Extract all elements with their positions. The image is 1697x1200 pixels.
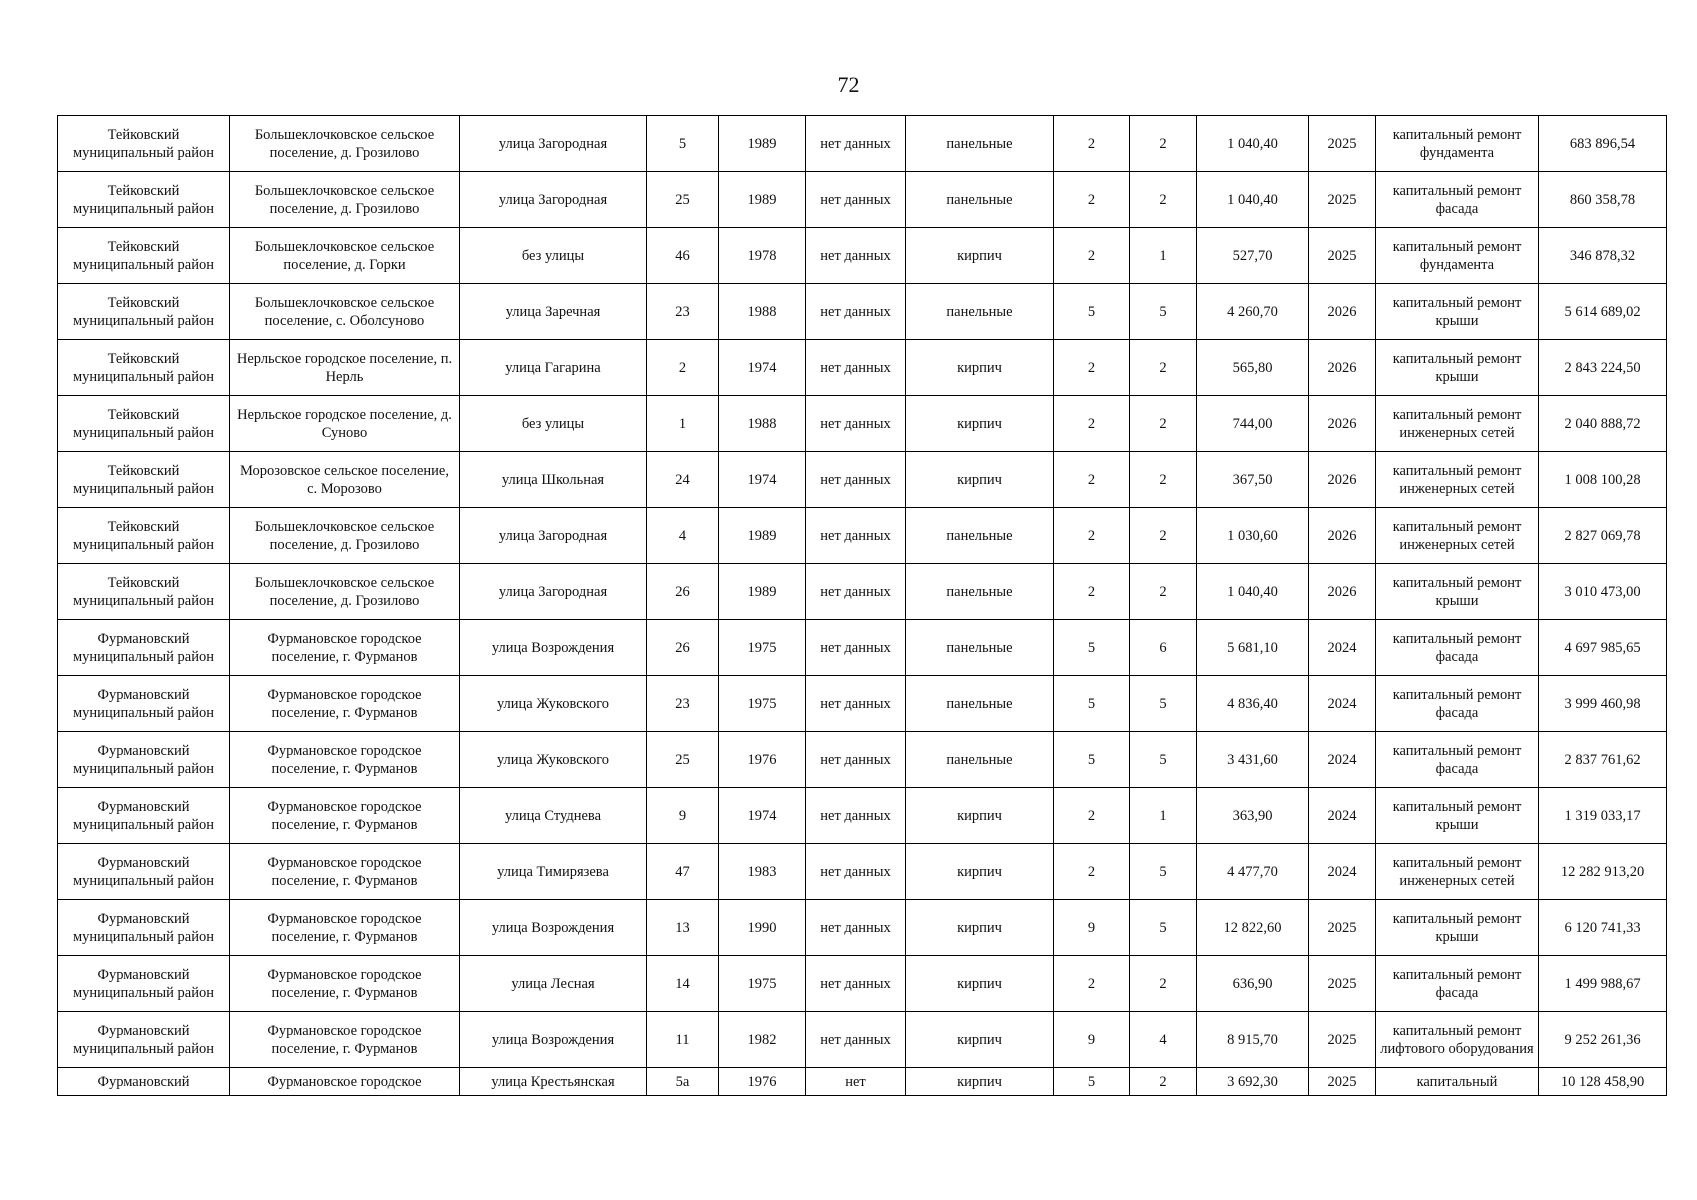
floors-cell: 2	[1054, 172, 1130, 228]
settlement-cell: Фурмановское городское поселение, г. Фурманов	[230, 676, 460, 732]
settlement-cell: Большеклочковское сельское поселение, д. Грозилово	[230, 508, 460, 564]
floors-cell: 9	[1054, 1012, 1130, 1068]
house-number-cell: 25	[647, 172, 719, 228]
area-cell: 363,90	[1197, 788, 1309, 844]
wall-material-cell: кирпич	[906, 1012, 1054, 1068]
floors-cell: 2	[1054, 844, 1130, 900]
district-cell: Тейковский муниципальный район	[58, 508, 230, 564]
street-cell: улица Лесная	[460, 956, 647, 1012]
settlement-cell: Фурмановское городское	[230, 1068, 460, 1096]
data-status-cell: нет данных	[806, 340, 906, 396]
build-year-cell: 1989	[719, 116, 806, 172]
build-year-cell: 1989	[719, 172, 806, 228]
floors-cell: 5	[1054, 620, 1130, 676]
entrances-cell: 4	[1130, 1012, 1197, 1068]
house-number-cell: 24	[647, 452, 719, 508]
data-status-cell: нет данных	[806, 228, 906, 284]
data-status-cell: нет данных	[806, 564, 906, 620]
house-number-cell: 11	[647, 1012, 719, 1068]
house-number-cell: 23	[647, 676, 719, 732]
district-cell: Тейковский муниципальный район	[58, 564, 230, 620]
wall-material-cell: кирпич	[906, 452, 1054, 508]
build-year-cell: 1974	[719, 340, 806, 396]
cost-cell: 2 040 888,72	[1539, 396, 1667, 452]
table-row	[58, 620, 1667, 676]
district-cell: Фурмановский муниципальный район	[58, 844, 230, 900]
wall-material-cell: панельные	[906, 676, 1054, 732]
entrances-cell: 2	[1130, 172, 1197, 228]
wall-material-cell: кирпич	[906, 340, 1054, 396]
data-status-cell: нет данных	[806, 620, 906, 676]
data-status-cell: нет данных	[806, 900, 906, 956]
data-status-cell: нет данных	[806, 116, 906, 172]
work-type-cell: капитальный ремонт фасада	[1376, 676, 1539, 732]
work-type-cell: капитальный ремонт инженерных сетей	[1376, 508, 1539, 564]
street-cell: улица Жуковского	[460, 676, 647, 732]
data-status-cell: нет данных	[806, 1012, 906, 1068]
build-year-cell: 1990	[719, 900, 806, 956]
district-cell: Фурмановский муниципальный район	[58, 732, 230, 788]
build-year-cell: 1989	[719, 508, 806, 564]
settlement-cell: Фурмановское городское поселение, г. Фурманов	[230, 788, 460, 844]
floors-cell: 2	[1054, 788, 1130, 844]
area-cell: 1 030,60	[1197, 508, 1309, 564]
settlement-cell: Большеклочковское сельское поселение, с. Оболсуново	[230, 284, 460, 340]
plan-year-cell: 2026	[1309, 452, 1376, 508]
district-cell: Фурмановский муниципальный район	[58, 956, 230, 1012]
street-cell: улица Загородная	[460, 508, 647, 564]
wall-material-cell: панельные	[906, 116, 1054, 172]
plan-year-cell: 2024	[1309, 788, 1376, 844]
work-type-cell: капитальный ремонт крыши	[1376, 340, 1539, 396]
street-cell: улица Школьная	[460, 452, 647, 508]
cost-cell: 12 282 913,20	[1539, 844, 1667, 900]
entrances-cell: 2	[1130, 340, 1197, 396]
area-cell: 12 822,60	[1197, 900, 1309, 956]
entrances-cell: 2	[1130, 396, 1197, 452]
build-year-cell: 1975	[719, 956, 806, 1012]
work-type-cell: капитальный ремонт лифтового оборудования	[1376, 1012, 1539, 1068]
build-year-cell: 1976	[719, 732, 806, 788]
area-cell: 8 915,70	[1197, 1012, 1309, 1068]
settlement-cell: Нерльское городское поселение, п. Нерль	[230, 340, 460, 396]
district-cell: Фурмановский муниципальный район	[58, 1012, 230, 1068]
build-year-cell: 1975	[719, 676, 806, 732]
street-cell: улица Загородная	[460, 116, 647, 172]
data-status-cell: нет данных	[806, 452, 906, 508]
data-status-cell: нет	[806, 1068, 906, 1096]
wall-material-cell: кирпич	[906, 228, 1054, 284]
work-type-cell: капитальный ремонт крыши	[1376, 284, 1539, 340]
work-type-cell: капитальный ремонт фасада	[1376, 172, 1539, 228]
street-cell: улица Тимирязева	[460, 844, 647, 900]
street-cell: улица Жуковского	[460, 732, 647, 788]
district-cell: Тейковский муниципальный район	[58, 116, 230, 172]
wall-material-cell: кирпич	[906, 788, 1054, 844]
table-row	[58, 228, 1667, 284]
plan-year-cell: 2024	[1309, 676, 1376, 732]
street-cell: улица Заречная	[460, 284, 647, 340]
cost-cell: 5 614 689,02	[1539, 284, 1667, 340]
wall-material-cell: панельные	[906, 172, 1054, 228]
house-number-cell: 9	[647, 788, 719, 844]
house-number-cell: 26	[647, 564, 719, 620]
house-number-cell: 1	[647, 396, 719, 452]
plan-year-cell: 2025	[1309, 228, 1376, 284]
table-row	[58, 340, 1667, 396]
wall-material-cell: кирпич	[906, 396, 1054, 452]
entrances-cell: 2	[1130, 564, 1197, 620]
street-cell: улица Возрождения	[460, 620, 647, 676]
data-status-cell: нет данных	[806, 172, 906, 228]
district-cell: Тейковский муниципальный район	[58, 284, 230, 340]
house-number-cell: 23	[647, 284, 719, 340]
entrances-cell: 2	[1130, 508, 1197, 564]
table-row	[58, 396, 1667, 452]
district-cell: Фурмановский	[58, 1068, 230, 1096]
entrances-cell: 1	[1130, 788, 1197, 844]
plan-year-cell: 2025	[1309, 172, 1376, 228]
table-row	[58, 1068, 1667, 1096]
floors-cell: 2	[1054, 340, 1130, 396]
data-status-cell: нет данных	[806, 956, 906, 1012]
street-cell: без улицы	[460, 228, 647, 284]
district-cell: Тейковский муниципальный район	[58, 396, 230, 452]
plan-year-cell: 2024	[1309, 844, 1376, 900]
area-cell: 367,50	[1197, 452, 1309, 508]
table-row	[58, 172, 1667, 228]
settlement-cell: Большеклочковское сельское поселение, д. Грозилово	[230, 116, 460, 172]
build-year-cell: 1974	[719, 788, 806, 844]
work-type-cell: капитальный ремонт фасада	[1376, 732, 1539, 788]
district-cell: Тейковский муниципальный район	[58, 340, 230, 396]
table-row	[58, 676, 1667, 732]
entrances-cell: 5	[1130, 676, 1197, 732]
street-cell: улица Гагарина	[460, 340, 647, 396]
build-year-cell: 1976	[719, 1068, 806, 1096]
plan-year-cell: 2025	[1309, 900, 1376, 956]
street-cell: улица Загородная	[460, 564, 647, 620]
street-cell: улица Загородная	[460, 172, 647, 228]
plan-year-cell: 2026	[1309, 508, 1376, 564]
data-status-cell: нет данных	[806, 508, 906, 564]
house-number-cell: 26	[647, 620, 719, 676]
settlement-cell: Морозовское сельское поселение, с. Морозово	[230, 452, 460, 508]
house-number-cell: 2	[647, 340, 719, 396]
table-row	[58, 1012, 1667, 1068]
table-row	[58, 732, 1667, 788]
plan-year-cell: 2025	[1309, 116, 1376, 172]
area-cell: 527,70	[1197, 228, 1309, 284]
cost-cell: 3 010 473,00	[1539, 564, 1667, 620]
district-cell: Фурмановский муниципальный район	[58, 676, 230, 732]
build-year-cell: 1988	[719, 284, 806, 340]
data-status-cell: нет данных	[806, 396, 906, 452]
district-cell: Фурмановский муниципальный район	[58, 620, 230, 676]
area-cell: 744,00	[1197, 396, 1309, 452]
settlement-cell: Нерльское городское поселение, д. Суново	[230, 396, 460, 452]
house-number-cell: 13	[647, 900, 719, 956]
plan-year-cell: 2026	[1309, 396, 1376, 452]
cost-cell: 1 319 033,17	[1539, 788, 1667, 844]
work-type-cell: капитальный ремонт крыши	[1376, 900, 1539, 956]
area-cell: 1 040,40	[1197, 116, 1309, 172]
table-row	[58, 452, 1667, 508]
cost-cell: 860 358,78	[1539, 172, 1667, 228]
house-number-cell: 47	[647, 844, 719, 900]
district-cell: Тейковский муниципальный район	[58, 452, 230, 508]
page-number: 72	[837, 72, 860, 97]
work-type-cell: капитальный ремонт инженерных сетей	[1376, 844, 1539, 900]
table-row	[58, 564, 1667, 620]
settlement-cell: Фурмановское городское поселение, г. Фурманов	[230, 956, 460, 1012]
house-number-cell: 25	[647, 732, 719, 788]
entrances-cell: 5	[1130, 844, 1197, 900]
build-year-cell: 1974	[719, 452, 806, 508]
wall-material-cell: кирпич	[906, 1068, 1054, 1096]
entrances-cell: 5	[1130, 732, 1197, 788]
cost-cell: 2 843 224,50	[1539, 340, 1667, 396]
plan-year-cell: 2026	[1309, 564, 1376, 620]
entrances-cell: 2	[1130, 956, 1197, 1012]
build-year-cell: 1975	[719, 620, 806, 676]
plan-year-cell: 2024	[1309, 732, 1376, 788]
wall-material-cell: панельные	[906, 564, 1054, 620]
floors-cell: 5	[1054, 676, 1130, 732]
data-status-cell: нет данных	[806, 284, 906, 340]
house-number-cell: 5	[647, 116, 719, 172]
cost-cell: 4 697 985,65	[1539, 620, 1667, 676]
cost-cell: 9 252 261,36	[1539, 1012, 1667, 1068]
plan-year-cell: 2025	[1309, 956, 1376, 1012]
floors-cell: 2	[1054, 452, 1130, 508]
entrances-cell: 5	[1130, 900, 1197, 956]
settlement-cell: Фурмановское городское поселение, г. Фурманов	[230, 732, 460, 788]
area-cell: 4 836,40	[1197, 676, 1309, 732]
house-number-cell: 4	[647, 508, 719, 564]
table-row	[58, 508, 1667, 564]
house-number-cell: 5а	[647, 1068, 719, 1096]
floors-cell: 5	[1054, 1068, 1130, 1096]
area-cell: 3 431,60	[1197, 732, 1309, 788]
street-cell: улица Возрождения	[460, 1012, 647, 1068]
build-year-cell: 1989	[719, 564, 806, 620]
repair-program-table	[57, 115, 1667, 1096]
work-type-cell: капитальный ремонт фасада	[1376, 956, 1539, 1012]
entrances-cell: 2	[1130, 452, 1197, 508]
work-type-cell: капитальный ремонт фундамента	[1376, 228, 1539, 284]
work-type-cell: капитальный ремонт крыши	[1376, 788, 1539, 844]
area-cell: 1 040,40	[1197, 172, 1309, 228]
cost-cell: 346 878,32	[1539, 228, 1667, 284]
street-cell: улица Возрождения	[460, 900, 647, 956]
house-number-cell: 14	[647, 956, 719, 1012]
floors-cell: 2	[1054, 564, 1130, 620]
house-number-cell: 46	[647, 228, 719, 284]
settlement-cell: Большеклочковское сельское поселение, д. Грозилово	[230, 564, 460, 620]
cost-cell: 683 896,54	[1539, 116, 1667, 172]
table-body	[58, 116, 1667, 1096]
plan-year-cell: 2026	[1309, 284, 1376, 340]
wall-material-cell: панельные	[906, 732, 1054, 788]
floors-cell: 2	[1054, 228, 1130, 284]
data-status-cell: нет данных	[806, 788, 906, 844]
settlement-cell: Большеклочковское сельское поселение, д. Горки	[230, 228, 460, 284]
table-row	[58, 844, 1667, 900]
table-row	[58, 284, 1667, 340]
area-cell: 5 681,10	[1197, 620, 1309, 676]
work-type-cell: капитальный ремонт инженерных сетей	[1376, 452, 1539, 508]
cost-cell: 2 827 069,78	[1539, 508, 1667, 564]
entrances-cell: 2	[1130, 116, 1197, 172]
area-cell: 1 040,40	[1197, 564, 1309, 620]
entrances-cell: 5	[1130, 284, 1197, 340]
floors-cell: 2	[1054, 116, 1130, 172]
plan-year-cell: 2025	[1309, 1068, 1376, 1096]
area-cell: 636,90	[1197, 956, 1309, 1012]
cost-cell: 1 008 100,28	[1539, 452, 1667, 508]
floors-cell: 9	[1054, 900, 1130, 956]
floors-cell: 2	[1054, 508, 1130, 564]
settlement-cell: Фурмановское городское поселение, г. Фурманов	[230, 620, 460, 676]
data-status-cell: нет данных	[806, 844, 906, 900]
cost-cell: 3 999 460,98	[1539, 676, 1667, 732]
data-status-cell: нет данных	[806, 676, 906, 732]
entrances-cell: 2	[1130, 1068, 1197, 1096]
wall-material-cell: кирпич	[906, 844, 1054, 900]
area-cell: 3 692,30	[1197, 1068, 1309, 1096]
work-type-cell: капитальный ремонт фундамента	[1376, 116, 1539, 172]
settlement-cell: Большеклочковское сельское поселение, д. Грозилово	[230, 172, 460, 228]
build-year-cell: 1983	[719, 844, 806, 900]
street-cell: без улицы	[460, 396, 647, 452]
table-row	[58, 956, 1667, 1012]
floors-cell: 5	[1054, 732, 1130, 788]
district-cell: Фурмановский муниципальный район	[58, 900, 230, 956]
street-cell: улица Студнева	[460, 788, 647, 844]
district-cell: Тейковский муниципальный район	[58, 228, 230, 284]
plan-year-cell: 2026	[1309, 340, 1376, 396]
floors-cell: 5	[1054, 284, 1130, 340]
build-year-cell: 1988	[719, 396, 806, 452]
cost-cell: 1 499 988,67	[1539, 956, 1667, 1012]
work-type-cell: капитальный ремонт крыши	[1376, 564, 1539, 620]
cost-cell: 6 120 741,33	[1539, 900, 1667, 956]
build-year-cell: 1978	[719, 228, 806, 284]
entrances-cell: 1	[1130, 228, 1197, 284]
cost-cell: 2 837 761,62	[1539, 732, 1667, 788]
wall-material-cell: панельные	[906, 620, 1054, 676]
table-row	[58, 116, 1667, 172]
area-cell: 565,80	[1197, 340, 1309, 396]
settlement-cell: Фурмановское городское поселение, г. Фурманов	[230, 900, 460, 956]
floors-cell: 2	[1054, 956, 1130, 1012]
street-cell: улица Крестьянская	[460, 1068, 647, 1096]
settlement-cell: Фурмановское городское поселение, г. Фурманов	[230, 844, 460, 900]
wall-material-cell: кирпич	[906, 956, 1054, 1012]
build-year-cell: 1982	[719, 1012, 806, 1068]
work-type-cell: капитальный ремонт инженерных сетей	[1376, 396, 1539, 452]
work-type-cell: капитальный	[1376, 1068, 1539, 1096]
plan-year-cell: 2024	[1309, 620, 1376, 676]
work-type-cell: капитальный ремонт фасада	[1376, 620, 1539, 676]
district-cell: Тейковский муниципальный район	[58, 172, 230, 228]
cost-cell: 10 128 458,90	[1539, 1068, 1667, 1096]
area-cell: 4 477,70	[1197, 844, 1309, 900]
entrances-cell: 6	[1130, 620, 1197, 676]
wall-material-cell: панельные	[906, 508, 1054, 564]
wall-material-cell: панельные	[906, 284, 1054, 340]
data-status-cell: нет данных	[806, 732, 906, 788]
settlement-cell: Фурмановское городское поселение, г. Фурманов	[230, 1012, 460, 1068]
wall-material-cell: кирпич	[906, 900, 1054, 956]
plan-year-cell: 2025	[1309, 1012, 1376, 1068]
table-row	[58, 788, 1667, 844]
area-cell: 4 260,70	[1197, 284, 1309, 340]
floors-cell: 2	[1054, 396, 1130, 452]
table-row	[58, 900, 1667, 956]
district-cell: Фурмановский муниципальный район	[58, 788, 230, 844]
